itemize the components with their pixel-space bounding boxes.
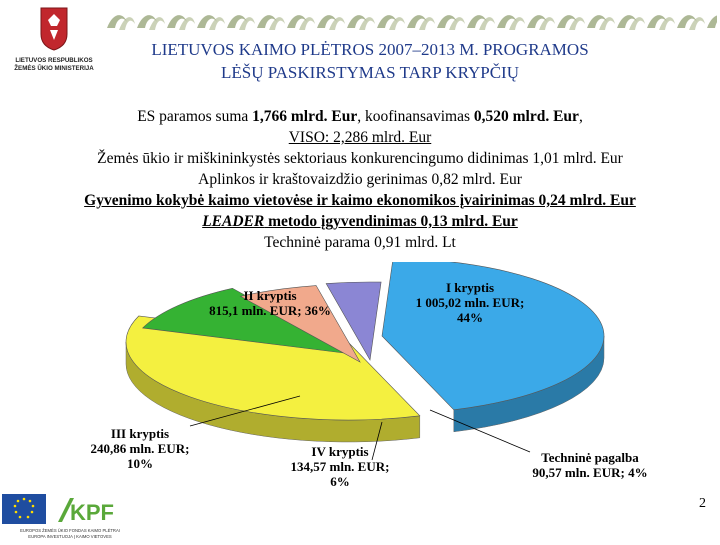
pie-label-line: II kryptis [243, 288, 297, 303]
ministry-name-line2: ŽEMĖS ŪKIO MINISTERIJA [14, 65, 94, 72]
ministry-logo [6, 6, 102, 76]
pie-label-line: 240,86 mln. EUR; [90, 441, 190, 456]
pie-slices [126, 262, 604, 442]
pie-label-line: 44% [457, 310, 483, 325]
summary-line-4: Aplinkos ir kraštovaizdžio gerinimas 0,82 mlrd. Eur [198, 171, 522, 188]
summary-line-5: Gyvenimo kokybė kaimo vietovėse ir kaimo ekonomikos įvairinimas 0,24 mlrd. Eur [84, 192, 636, 209]
summary-line-3: Žemės ūkio ir miškininkystės sektoriaus konkurencingumo didinimas 1,01 mlrd. Eur [97, 150, 623, 167]
pie-label-line: 134,57 mln. EUR; [290, 459, 390, 474]
pie-label-line: I kryptis [445, 280, 495, 295]
pie-label-line: 90,57 mln. EUR; 4% [532, 465, 648, 480]
pie-label-3 [91, 426, 190, 471]
kpf-logo-text: KPF [70, 500, 114, 525]
summary-total: VISO: 2,286 mlrd. Eur [288, 129, 432, 146]
slide-title [100, 38, 640, 84]
summary-line-1 [10, 106, 710, 127]
summary-text: , [578, 108, 583, 125]
pie-label-line: Techninė pagalba [541, 450, 639, 465]
summary-text: , koofinansavimas [357, 108, 474, 125]
summary-line-6 [10, 211, 710, 232]
title-line-2: LĖŠŲ PASKIRSTYMAS TARP KRYPČIŲ [221, 63, 519, 82]
page-number: 2 [699, 496, 706, 511]
pie-label-line: IV kryptis [311, 444, 369, 459]
fund-name-line2: EUROPA INVESTUOJA Į KAIMO VIETOVES [28, 534, 112, 539]
eu-fund-logos [0, 492, 140, 540]
eu-support-amount: 1,766 mlrd. Eur [252, 108, 358, 125]
summary-text: ES paramos suma [137, 108, 253, 125]
pie-label-line: 1 005,02 mln. EUR; [415, 295, 525, 310]
title-line-1: LIETUVOS KAIMO PLĖTROS 2007–2013 M. PROGRAMOS [151, 40, 589, 59]
decorative-wave-border [105, 6, 717, 34]
pie-label-line: 6% [330, 474, 350, 489]
pie-label-5 [532, 450, 647, 480]
pie-label-line: 10% [127, 456, 153, 471]
summary-line-7: Techninė parama 0,91 mlrd. Lt [264, 234, 456, 251]
funding-summary [10, 106, 710, 253]
ministry-name-line1: LIETUVOS RESPUBLIKOS [15, 57, 93, 64]
fund-name-line1: EUROPOS ŽEMĖS ŪKIO FONDAS KAIMO PLĖTRAI [20, 528, 120, 533]
summary-text: metodo įgyvendinimas 0,13 mlrd. Eur [264, 213, 518, 230]
leader-label: LEADER [202, 213, 265, 230]
cofinancing-amount: 0,520 mlrd. Eur [473, 108, 579, 125]
pie-label-line: 815,1 mln. EUR; 36% [209, 303, 331, 318]
pie-label-line: III kryptis [110, 426, 170, 441]
